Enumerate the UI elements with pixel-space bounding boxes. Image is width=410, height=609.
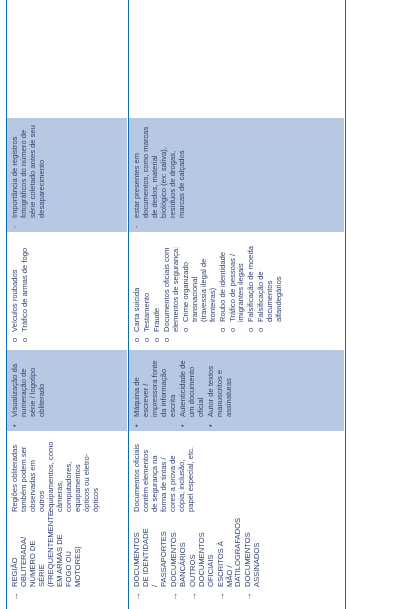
- row1-analysis-cell: [7, 350, 127, 431]
- table-bottom-rule: [345, 0, 346, 609]
- row2-category-item: → OUTROS DOCUMENTOS OFICIAIS: [187, 532, 215, 601]
- list-item: • Autenticidade de um documento oficial: [177, 360, 205, 427]
- row1-category-label: REGIÃO OBLITERADA/ NÚMERO DE SÉRIE (FREQUENTEMENTE EM ARMAS DE FOGO OU MOTORES): [10, 511, 82, 587]
- row2-notes-cell: [129, 118, 344, 232]
- list-item: • Máquina de escrever / impressora fonte da informação escrita: [132, 360, 177, 427]
- row2-category-item: → DOCUMENTOS ASSINADOS: [243, 532, 262, 601]
- list-item: o Fraude: [151, 307, 161, 342]
- dash-icon: -: [10, 225, 19, 228]
- bullet-icon: o: [217, 327, 227, 332]
- bullet-icon: o: [246, 327, 256, 332]
- bullet-icon: •: [10, 424, 19, 427]
- list-item: - Importância de registros fotográficos do número de série coletado antes de seu desaparecimento: [10, 125, 46, 228]
- row1-description-cell: [7, 435, 127, 516]
- bullet-icon: •: [177, 424, 187, 427]
- row2-cases-cell: [129, 236, 344, 346]
- list-item: • Autor de textos manuscritos e assinaturas: [205, 365, 233, 427]
- bullet-icon: o: [151, 337, 161, 342]
- bullet-icon: o: [180, 327, 190, 332]
- row2-analysis-cell: [129, 350, 344, 431]
- list-subitem: o Roubo de identidade: [217, 251, 227, 332]
- row1-cases-cell: [7, 236, 127, 346]
- row1-category-cell: [7, 511, 127, 601]
- list-item: - estar presentes em documentos, como marcas de dedos, material biológico (ex: saliva), resíduos de drogas, marcas de calçados: [132, 126, 186, 228]
- bullet-icon: o: [227, 327, 237, 332]
- bullet-icon: o: [132, 337, 141, 342]
- list-item: • Visualização da numeração de série / logotipo obliterado: [10, 363, 46, 427]
- list-item: o Veículos roubados: [10, 269, 19, 342]
- row2-category-item: → DOCUMENTOS DE IDENTIDADE / PASSAPORTES: [132, 528, 168, 601]
- list-subitem: o Crime organizado transnacional (travessia ilegal de fronteiras): [180, 258, 217, 332]
- table-row-2: [129, 0, 344, 609]
- arrow-right-icon: →: [187, 592, 198, 601]
- list-subitem: o Tráfico de pessoas / imigrantes ilegais: [227, 253, 246, 332]
- row2-description-text: Documentos oficiais contêm elementos de segurança na forma de tintas / cores a prova de cópia, inclusão, papel especial, etc.: [132, 444, 195, 512]
- list-item: o Testamento: [141, 292, 151, 342]
- arrow-right-icon: →: [243, 592, 254, 601]
- bullet-icon: o: [19, 337, 29, 342]
- list-item: o Carta suicida: [132, 287, 141, 342]
- bullet-icon: o: [10, 337, 19, 342]
- arrow-right-icon: →: [168, 592, 179, 601]
- table-row-1: [7, 0, 127, 609]
- row2-description-cell: [129, 435, 344, 516]
- row1-category-item: [10, 511, 83, 601]
- list-subitem: o Falsificação de documentos alfandegários: [256, 271, 284, 332]
- row1-description-text: Regiões obliteradas também podem ser observadas em outros equipamentos, como câmeras, computadores, equipamentos ópticos ou eletro-ópticos: [10, 441, 100, 512]
- bullet-icon: •: [205, 424, 215, 427]
- bullet-icon: o: [141, 337, 151, 342]
- list-item: o Documentos oficiais com elementos de segurança:: [161, 246, 180, 342]
- arrow-right-icon: →: [215, 592, 226, 601]
- row2-category-cell: [129, 517, 344, 601]
- dash-icon: -: [132, 225, 141, 228]
- bullet-icon: o: [256, 327, 266, 332]
- arrow-right-icon: →: [10, 592, 20, 601]
- bullet-icon: o: [161, 337, 171, 342]
- row2-category-item: → ESCRITOS À MÃO / DATILOGRAFADOS: [215, 517, 243, 601]
- row2-category-item: → DOCUMENTOS BANCÁRIOS: [168, 532, 187, 601]
- row1-notes-cell: [7, 118, 127, 232]
- arrow-right-icon: →: [132, 592, 142, 601]
- list-item: o Tráfico de armas de fogo: [19, 247, 29, 342]
- list-subitem: o Falsificação de moeda: [246, 246, 256, 332]
- bullet-icon: •: [132, 424, 141, 427]
